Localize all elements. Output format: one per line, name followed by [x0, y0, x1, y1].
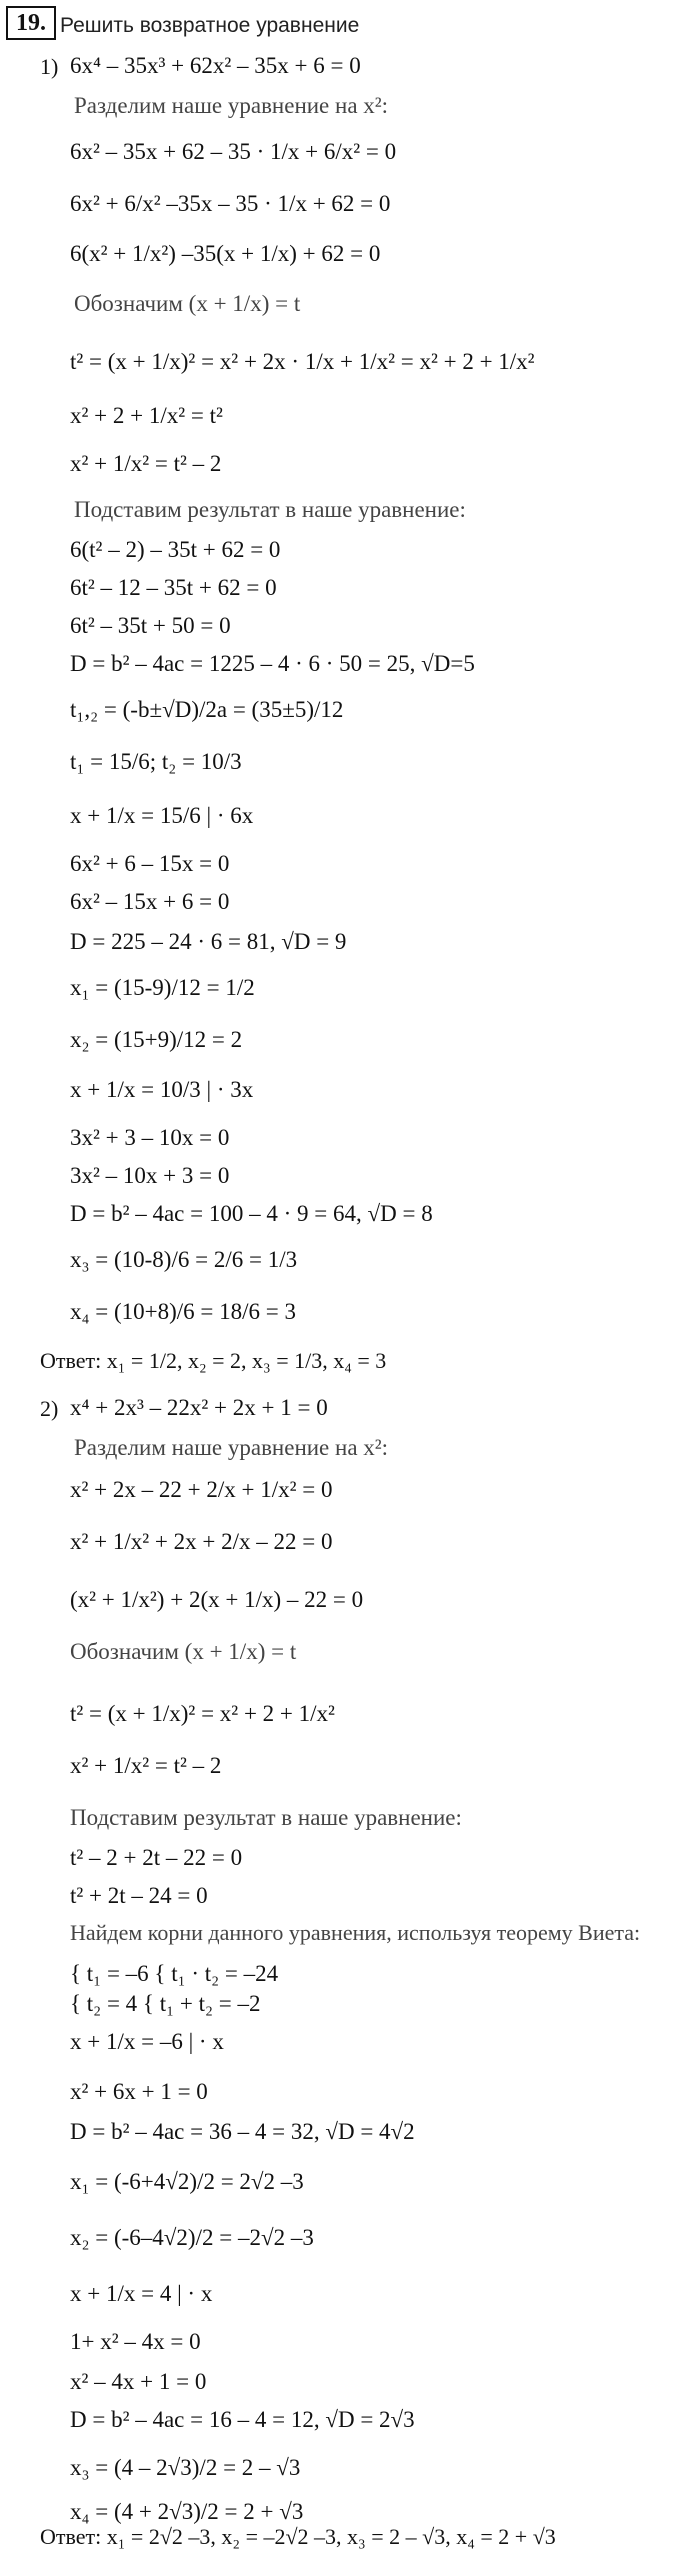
part2-line: D = b² – 4ac = 36 – 4 = 32, √D = 4√2: [70, 2119, 415, 2144]
part2-line: (x² + 1/x²) + 2(x + 1/x) – 22 = 0: [70, 1587, 364, 1612]
part1-line: 6t² – 12 – 35t + 62 = 0: [70, 575, 277, 600]
part1-line: 6(t² – 2) – 35t + 62 = 0: [70, 537, 281, 562]
part2-line: x + 1/x = –6 | · x: [70, 2029, 224, 2054]
part1-line: x + 1/x = 15/6 | · 6x: [70, 803, 254, 828]
part1-line: Подставим результат в наше уравнение:: [74, 497, 466, 522]
part1-line: 3x² – 10x + 3 = 0: [70, 1163, 230, 1188]
part1-line: 6x⁴ – 35x³ + 62x² – 35x + 6 = 0: [70, 53, 361, 78]
part1-line: x₂ = (15+9)/12 = 2: [70, 1027, 243, 1052]
part1-line: D = b² – 4ac = 1225 – 4 · 6 · 50 = 25, √D=5: [70, 651, 475, 676]
part2-line: { t₁ = –6 { t₁ · t₂ = –24: [70, 1961, 279, 1986]
part2-line: t² + 2t – 24 = 0: [70, 1883, 208, 1908]
part2-line: x² + 1/x² = t² – 2: [70, 1753, 222, 1778]
part2-line: Найдем корни данного уравнения, используя теорему Виета:: [70, 1920, 641, 1945]
part1-line: x₄ = (10+8)/6 = 18/6 = 3: [70, 1299, 297, 1324]
part2-line: x⁴ + 2x³ – 22x² + 2x + 1 = 0: [70, 1395, 328, 1420]
part1-line: x + 1/x = 10/3 | · 3x: [70, 1077, 254, 1102]
part1-line: 6x² – 15x + 6 = 0: [70, 889, 230, 914]
part2-line: Разделим наше уравнение на x²:: [74, 1435, 389, 1460]
part1-answer: Ответ: x₁ = 1/2, x₂ = 2, x₃ = 1/3, x₄ = 3: [40, 1348, 387, 1373]
part2-line: t² = (x + 1/x)² = x² + 2 + 1/x²: [70, 1701, 335, 1726]
part2-line: x₂ = (-6–4√2)/2 = –2√2 –3: [70, 2225, 314, 2250]
part2-line: x² + 1/x² + 2x + 2/x – 22 = 0: [70, 1529, 333, 1554]
part1-line: 6x² – 35x + 62 – 35 · 1/x + 6/x² = 0: [70, 139, 397, 164]
part2-line: x₃ = (4 – 2√3)/2 = 2 – √3: [70, 2455, 301, 2480]
part1-line: 3x² + 3 – 10x = 0: [70, 1125, 230, 1150]
part2-line: D = b² – 4ac = 16 – 4 = 12, √D = 2√3: [70, 2407, 415, 2432]
part1-line: Обозначим (x + 1/x) = t: [74, 291, 301, 316]
part1-line: 6t² – 35t + 50 = 0: [70, 613, 231, 638]
part2-line: x₄ = (4 + 2√3)/2 = 2 + √3: [70, 2499, 304, 2524]
part1-line: t₁ = 15/6; t₂ = 10/3: [70, 749, 242, 774]
part2-answer: Ответ: x₁ = 2√2 –3, x₂ = –2√2 –3, x₃ = 2 – √3, x₄ = 2 + √3: [40, 2524, 556, 2549]
part1-line: t² = (x + 1/x)² = x² + 2x · 1/x + 1/x² = x² + 2 + 1/x²: [70, 349, 535, 374]
part2-line: x² + 2x – 22 + 2/x + 1/x² = 0: [70, 1477, 333, 1502]
part2-line: 1+ x² – 4x = 0: [70, 2329, 201, 2354]
part1-line: x₃ = (10-8)/6 = 2/6 = 1/3: [70, 1247, 298, 1272]
part1-line: 6x² + 6/x² –35x – 35 · 1/x + 62 = 0: [70, 191, 391, 216]
part1-label: 1): [40, 54, 59, 79]
part1-line: x² + 1/x² = t² – 2: [70, 451, 222, 476]
part1-line: x² + 2 + 1/x² = t²: [70, 403, 223, 428]
part2-line: x² + 6x + 1 = 0: [70, 2079, 208, 2104]
part2-line: { t₂ = 4 { t₁ + t₂ = –2: [70, 1991, 261, 2016]
part1-line: Разделим наше уравнение на x²:: [74, 93, 389, 118]
part1-line: D = b² – 4ac = 100 – 4 · 9 = 64, √D = 8: [70, 1201, 433, 1226]
part2-line: x² – 4x + 1 = 0: [70, 2369, 207, 2394]
part1-line: D = 225 – 24 · 6 = 81, √D = 9: [70, 929, 347, 954]
part1-line: x₁ = (15-9)/12 = 1/2: [70, 975, 255, 1000]
part2-label: 2): [40, 1396, 59, 1421]
part2-line: t² – 2 + 2t – 22 = 0: [70, 1845, 243, 1870]
part1-line: t₁,₂ = (-b±√D)/2a = (35±5)/12: [70, 697, 344, 722]
part1-line: 6x² + 6 – 15x = 0: [70, 851, 230, 876]
part2-line: x₁ = (-6+4√2)/2 = 2√2 –3: [70, 2169, 304, 2194]
part2-line: x + 1/x = 4 | · x: [70, 2281, 213, 2306]
problem-number: 19.: [6, 6, 56, 40]
part1-line: 6(x² + 1/x²) –35(x + 1/x) + 62 = 0: [70, 241, 381, 266]
problem-title: Решить возвратное уравнение: [60, 14, 360, 37]
part2-line: Подставим результат в наше уравнение:: [70, 1805, 462, 1830]
part2-line: Обозначим (x + 1/x) = t: [70, 1639, 297, 1664]
